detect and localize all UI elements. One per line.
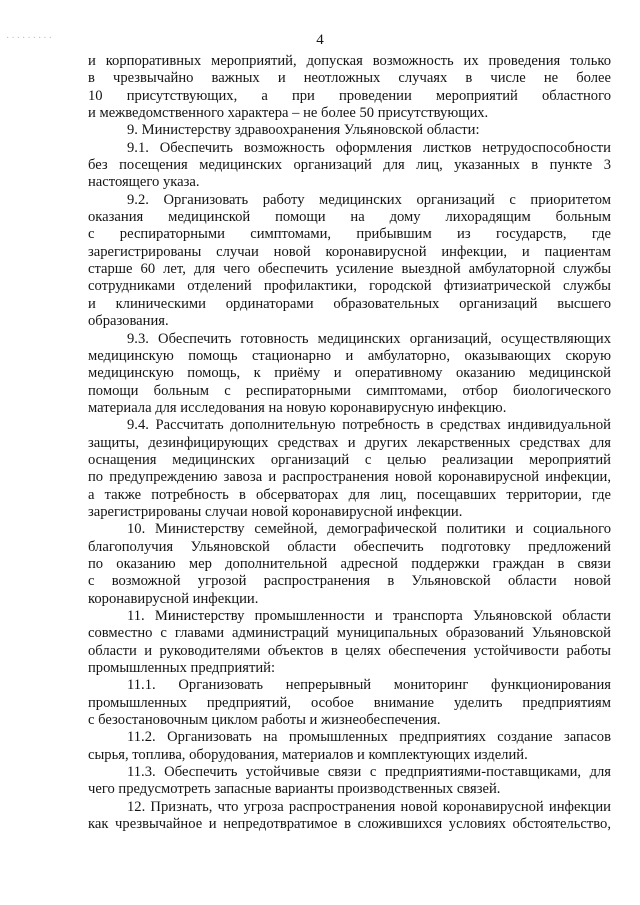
text-line: без посещения медицинских организаций для лиц, указанных в пункте 3 [88, 157, 611, 174]
text-line: и корпоративных мероприятий, допуская возможность их проведения только [88, 53, 611, 69]
text-line: сырья, топлива, оборудования, материалов и комплектующих изделий. [88, 746, 528, 763]
text-line: 9.3. Обеспечить готовность медицинских организаций, осуществляющих [127, 330, 611, 347]
text-line: и клиническими ординаторами образовательных организаций высшего [88, 295, 611, 312]
text-line: оснащения медицинских организаций с целью реализации мероприятий [88, 451, 611, 468]
text-line: по оказанию мер дополнительной адресной поддержки граждан в связи [88, 555, 611, 572]
text-line: зарегистрированы случаи новой коронавирусной инфекции. [88, 503, 463, 520]
text-line: 11. Министерству промышленности и транспорта Ульяновской области [127, 608, 611, 624]
text-line: 10. Министерству семейной, демографической политики и социального [127, 521, 611, 538]
text-line: совместно с главами администраций муниципальных образований Ульяновской [88, 625, 611, 642]
scan-margin-mark: ········· [6, 33, 54, 44]
text-line: промышленных предприятий, особое внимание уделить предприятиям [88, 694, 611, 711]
text-line: 11.2. Организовать на промышленных предприятиях создание запасов [127, 729, 611, 746]
text-line: 11.3. Обеспечить устойчивые связи с предприятиями-поставщиками, для [127, 764, 611, 781]
text-line: старше 60 лет, для чего обеспечить усиление выездной амбулаторной службы [88, 261, 611, 278]
text-line: медицинскую помощь стационарно и амбулаторно, оказывающих скорую [88, 347, 611, 364]
text-line: в чрезвычайно важных и неотложных случаях в числе не более [88, 70, 611, 87]
text-line: с безостановочным циклом работы и жизнеобеспечения. [88, 712, 441, 729]
text-line: зарегистрированы случаи новой коронавирусной инфекции, и пациентам [88, 243, 611, 260]
text-line: и межведомственного характера – не более 50 присутствующих. [88, 105, 489, 122]
document-body [88, 53, 611, 833]
text-line: защиты, дезинфицирующих средствах и других лекарственных средствах для [88, 434, 611, 451]
text-line: коронавирусной инфекции. [88, 590, 259, 607]
text-line: помощи больным с респираторными симптомами, отбор биологического [88, 382, 611, 399]
text-line: по предупреждению завоза и распространения новой коронавирусной инфекции, [88, 469, 611, 486]
text-line: 12. Признать, что угроза распространения новой коронавирусной инфекции [127, 798, 611, 815]
text-line: с возможной угрозой распространения в Ульяновской области новой [88, 573, 611, 590]
page-number: 4 [316, 32, 324, 48]
text-line: настоящего указа. [88, 174, 200, 191]
text-line: промышленных предприятий: [88, 660, 276, 677]
text-line: медицинскую помощь, к приёму и оперативному оказанию медицинской [88, 365, 611, 382]
text-line: области и руководителями объектов в целях обеспечения устойчивости работы [88, 642, 611, 659]
text-line: 9. Министерству здравоохранения Ульяновской области: [127, 122, 480, 139]
text-line: 9.4. Рассчитать дополнительную потребность в средствах индивидуальной [127, 417, 611, 434]
text-line: образования. [88, 313, 169, 330]
text-line: 9.2. Организовать работу медицинских организаций с приоритетом [127, 191, 611, 208]
text-line: чего предусмотреть запасные варианты производственных связей. [88, 781, 501, 798]
text-line: оказания медицинской помощи на дому лихорадящим больным [88, 209, 611, 226]
text-line: с респираторными симптомами, прибывшим из государств, где [88, 226, 611, 243]
text-line: 10 присутствующих, а при проведении мероприятий областного [88, 87, 611, 104]
text-line: сотрудниками отделений профилактики, городской фтизиатрической службы [88, 278, 611, 295]
text-line: как чрезвычайное и непредотвратимое в сложившихся условиях обстоятельство, [88, 816, 611, 833]
text-line: а также потребность в обсерваторах для лиц, посещавших территории, где [88, 486, 611, 503]
text-line: материала для исследования на новую коронавирусную инфекцию. [88, 399, 507, 416]
text-line: благополучия Ульяновской области обеспечить подготовку предложений [88, 538, 611, 555]
text-line: 11.1. Организовать непрерывный мониторинг функционирования [127, 677, 611, 694]
text-line: 9.1. Обеспечить возможность оформления листков нетрудоспособности [127, 139, 611, 156]
